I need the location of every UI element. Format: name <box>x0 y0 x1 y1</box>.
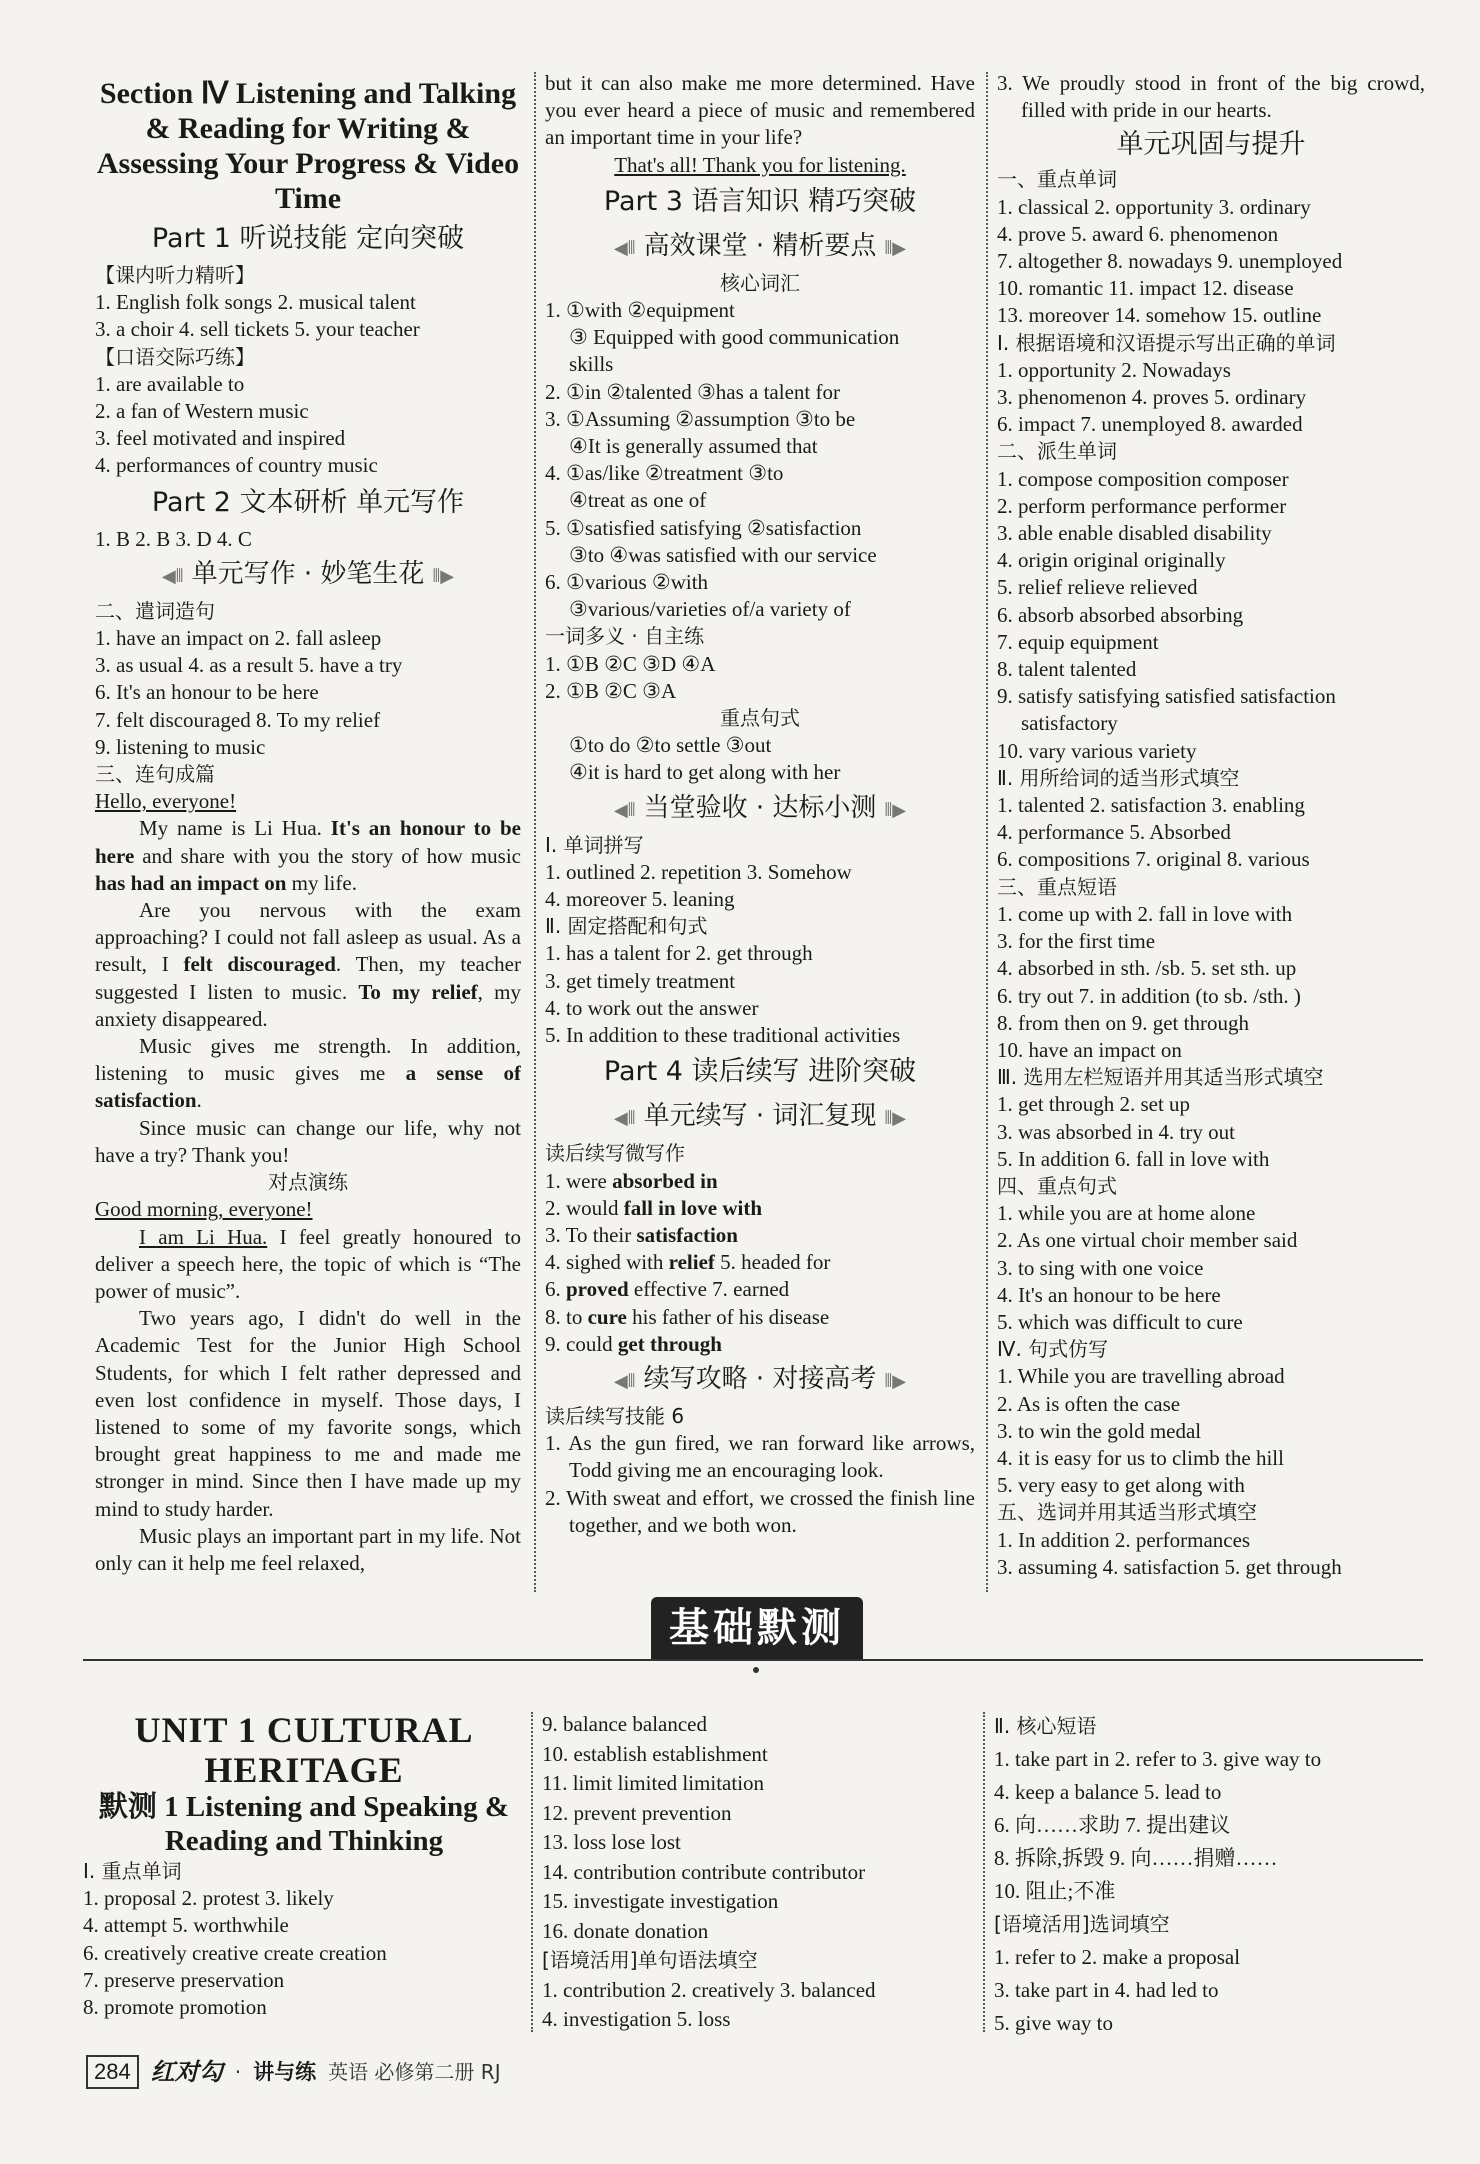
footer-separator: · <box>234 2060 242 2084</box>
answer-line: 1. While you are travelling abroad <box>997 1364 1285 1389</box>
answer-line: 10. vary various variety <box>997 738 1197 763</box>
answer-line: 8. 拆除,拆毁 9. 向……捐赠…… <box>994 1846 1278 1870</box>
divider-dot <box>753 1667 759 1673</box>
answer-line: 6. impact 7. unemployed 8. awarded <box>997 412 1303 437</box>
answer-line: 3. get timely treatment <box>545 968 736 993</box>
section-title: Section Ⅳ Listening and Talking & Reading for Writing & Assessing Your Progress & Video Time <box>96 77 520 215</box>
section-title: 默测 1 Listening and Speaking & Reading and Thinking <box>98 1791 510 1857</box>
column-5 <box>542 1710 972 2035</box>
answer-line: 14. contribution contribute contributor <box>542 1859 866 1884</box>
part-heading: Part 3 语言知识 精巧突破 <box>603 185 917 217</box>
answer-line: 2. As is often the case <box>997 1391 1181 1416</box>
subheading: 一词多义 · 自主练 <box>545 624 705 649</box>
answer-line: 16. donate donation <box>542 1918 709 1943</box>
answer-line: satisfactory <box>1021 711 1118 736</box>
subheading: 二、派生单词 <box>997 439 1117 464</box>
subheading: 对点演练 <box>268 1170 348 1195</box>
unit-title: UNIT 1 CULTURAL HERITAGE <box>134 1710 474 1790</box>
answer-line: 6. 向……求助 7. 提出建议 <box>994 1813 1231 1837</box>
brand-logo: 红对勾 <box>150 2058 223 2086</box>
answer-line: 1. come up with 2. fall in love with <box>997 901 1293 926</box>
answer-line: 11. limit limited limitation <box>542 1771 765 1795</box>
answer-line: 1. opportunity 2. Nowadays <box>997 357 1231 382</box>
answer-line: 4. performance 5. Absorbed <box>997 820 1231 845</box>
answer-line: ①to do ②to settle ③out <box>569 733 772 758</box>
answer-line: 4. moreover 5. leaning <box>545 887 735 912</box>
essay-paragraph: Since music can change our life, why not have a try? Thank you! <box>95 1115 521 1167</box>
answer-line: 1. classical 2. opportunity 3. ordinary <box>997 194 1311 219</box>
subheading: 读后续写技能 6 <box>545 1403 685 1428</box>
column-divider <box>531 1712 533 2032</box>
answer-line: 8. to cure his father of his disease <box>545 1304 830 1329</box>
answer-line: 5. which was difficult to cure <box>997 1309 1243 1334</box>
answer-line: 6. It's an honour to be here <box>95 680 319 705</box>
section-banner: ◀⦀ 单元续写 · 词汇复现 ⦀▶ <box>613 1101 907 1132</box>
answer-line: 9. satisfy satisfying satisfied satisfaction <box>997 684 1336 709</box>
answer-line: 1. were absorbed in <box>545 1168 718 1193</box>
answer-line: 6. absorb absorbed absorbing <box>997 602 1244 627</box>
answer-line: 5. very easy to get along with <box>997 1473 1245 1498</box>
essay-paragraph: Are you nervous with the exam approaching? I could not fall asleep as usual. As a result, I felt discouraged. Then, my teacher suggested I listen to music. To my relief, my anxiety disappeared. <box>95 898 521 1031</box>
essay-paragraph: Two years ago, I didn't do well in the Academic Test for the Junior High School Students, for which I felt rather depressed and even lost confidence in myself. Those days, I listened to some of my favorite songs, which brought great happiness to me and made me stronger in mind. Since then I have made up my mind to study harder. <box>95 1306 521 1521</box>
page-footer <box>86 2055 501 2089</box>
answer-line: 5. In addition to these traditional activities <box>545 1023 901 1048</box>
answer-line: 1. B 2. B 3. D 4. C <box>95 526 252 551</box>
answer-line: 1. are available to <box>95 371 245 396</box>
answer-line: ④it is hard to get along with her <box>569 760 841 785</box>
answer-line: 3. ①Assuming ②assumption ③to be <box>545 406 856 431</box>
answer-line: 10. romantic 11. impact 12. disease <box>997 276 1294 301</box>
subheading: Ⅰ. 单词拼写 <box>545 832 644 857</box>
answer-line: 2. perform performance performer <box>997 493 1287 518</box>
answer-line: 5. In addition 6. fall in love with <box>997 1146 1270 1171</box>
subheading: 二、遣词造句 <box>95 598 215 623</box>
answer-line: ③to ④was satisfied with our service <box>569 542 877 567</box>
column-divider <box>983 1712 985 2032</box>
answer-line: 6. compositions 7. original 8. various <box>997 847 1310 872</box>
answer-line: 5. give way to <box>994 2011 1113 2035</box>
answer-line: 6. proved effective 7. earned <box>545 1277 790 1302</box>
answer-line: 1. outlined 2. repetition 3. Somehow <box>545 859 852 884</box>
answer-line: 1. In addition 2. performances <box>997 1527 1251 1552</box>
answer-line: 13. moreover 14. somehow 15. outline <box>997 303 1322 328</box>
subheading: Ⅱ. 核心短语 <box>994 1714 1097 1738</box>
answer-line: 12. prevent prevention <box>542 1800 732 1825</box>
answer-line: 1. get through 2. set up <box>997 1092 1191 1117</box>
answer-line: 4. sighed with relief 5. headed for <box>545 1250 831 1275</box>
subheading: 五、选词并用其适当形式填空 <box>997 1500 1257 1525</box>
section-banner: ◀⦀ 续写攻略 · 对接高考 ⦀▶ <box>613 1363 907 1394</box>
section-banner: ◀⦀ 单元写作 · 妙笔生花 ⦀▶ <box>161 558 455 589</box>
answer-line: 4. it is easy for us to climb the hill <box>997 1445 1284 1470</box>
part-heading: Part 2 文本研析 单元写作 <box>151 486 465 518</box>
divider <box>83 1659 1423 1661</box>
answer-line: 3. a choir 4. sell tickets 5. your teacher <box>95 317 420 342</box>
part-heading: Part 1 听说技能 定向突破 <box>151 223 465 254</box>
brand-subtitle: 讲与练 <box>253 2060 317 2084</box>
subheading: 【口语交际巧练】 <box>95 344 255 369</box>
answer-line: 10. 阻止;不准 <box>994 1879 1116 1903</box>
essay-greeting: Hello, everyone! <box>95 789 237 814</box>
answer-line: 4. prove 5. award 6. phenomenon <box>997 221 1279 246</box>
answer-line: 5. relief relieve relieved <box>997 575 1198 600</box>
answer-sentence: 1. As the gun fired, we ran forward like arrows, Todd giving me an encouraging look. <box>545 1431 975 1483</box>
answer-line: 3. to sing with one voice <box>997 1255 1204 1280</box>
subheading: Ⅳ. 句式仿写 <box>997 1337 1109 1362</box>
answer-line: skills <box>569 352 614 377</box>
answer-line: 3. assuming 4. satisfaction 5. get through <box>997 1554 1342 1579</box>
answer-line: 1. have an impact on 2. fall asleep <box>95 626 382 651</box>
answer-line: 3. as usual 4. as a result 5. have a try <box>95 653 403 678</box>
section-title: 单元巩固与提升 <box>1116 129 1306 161</box>
answer-line: 3. able enable disabled disability <box>997 521 1272 546</box>
essay-paragraph: but it can also make me more determined. Have you ever heard a piece of music and remembered an important time in your life? <box>545 71 975 150</box>
subheading: 读后续写微写作 <box>545 1141 685 1166</box>
book-info: 英语 必修第二册 RJ <box>328 2060 501 2084</box>
part-heading: Part 4 读后续写 进阶突破 <box>603 1056 917 1088</box>
answer-line: 3. phenomenon 4. proves 5. ordinary <box>997 385 1307 410</box>
column-2 <box>545 70 975 1539</box>
answer-line: 1. ①B ②C ③D ④A <box>545 651 716 676</box>
answer-line: 4. keep a balance 5. lead to <box>994 1780 1222 1804</box>
answer-line: 3. take part in 4. had led to <box>994 1978 1219 2002</box>
answer-line: 8. from then on 9. get through <box>997 1010 1249 1035</box>
answer-line: 10. have an impact on <box>997 1037 1182 1062</box>
answer-line: 3. for the first time <box>997 929 1156 954</box>
answer-line: 4. investigation 5. loss <box>542 2007 731 2031</box>
subheading: Ⅲ. 选用左栏短语并用其适当形式填空 <box>997 1065 1324 1090</box>
answer-line: 4. ①as/like ②treatment ③to <box>545 461 784 486</box>
answer-line: 7. equip equipment <box>997 629 1159 654</box>
answer-line: 1. while you are at home alone <box>997 1201 1256 1226</box>
section-badge: 基础默测 <box>651 1597 863 1659</box>
subheading: 重点句式 <box>720 706 800 731</box>
answer-line: 2. ①in ②talented ③has a talent for <box>545 379 840 404</box>
column-6 <box>994 1710 1424 2040</box>
answer-line: 6. try out 7. in addition (to sb. /sth. ) <box>997 983 1301 1008</box>
answer-line: 2. ①B ②C ③A <box>545 678 677 703</box>
answer-line: 3. to win the gold medal <box>997 1418 1202 1443</box>
section-banner: ◀⦀ 高效课堂 · 精析要点 ⦀▶ <box>613 230 907 261</box>
answer-line: 1. has a talent for 2. get through <box>545 941 813 966</box>
answer-line: ③various/varieties of/a variety of <box>569 597 851 622</box>
subheading: [语境活用]单句语法填空 <box>542 1948 758 1972</box>
column-divider <box>986 72 988 1592</box>
answer-line: 1. English folk songs 2. musical talent <box>95 290 416 315</box>
subheading: Ⅰ. 根据语境和汉语提示写出正确的单词 <box>997 330 1336 355</box>
answer-line: 1. talented 2. satisfaction 3. enabling <box>997 793 1305 818</box>
answer-line: 1. take part in 2. refer to 3. give way to <box>994 1747 1322 1771</box>
subheading: 三、连句成篇 <box>95 762 215 787</box>
answer-line: ④treat as one of <box>569 488 707 513</box>
answer-line: 13. loss lose lost <box>542 1830 681 1854</box>
essay-greeting: Good morning, everyone! <box>95 1197 313 1222</box>
answer-line: 1. ①with ②equipment <box>545 298 735 323</box>
answer-line: 4. to work out the answer <box>545 995 759 1020</box>
subheading: 【课内听力精听】 <box>95 263 255 287</box>
column-4 <box>83 1710 525 2021</box>
answer-line: 7. altogether 8. nowadays 9. unemployed <box>997 249 1343 274</box>
answer-line: 4. attempt 5. worthwhile <box>83 1913 289 1938</box>
column-1 <box>95 76 521 1577</box>
answer-line: 4. It's an honour to be here <box>997 1282 1221 1307</box>
answer-line: 8. talent talented <box>997 657 1137 682</box>
answer-line: 4. absorbed in sth. /sb. 5. set sth. up <box>997 956 1297 981</box>
subheading: 三、重点短语 <box>997 874 1117 899</box>
answer-line: 8. promote promotion <box>83 1995 267 2020</box>
answer-line: 1. compose composition composer <box>997 466 1289 491</box>
answer-line: 4. origin original originally <box>997 548 1226 573</box>
answer-line: ④It is generally assumed that <box>569 434 818 459</box>
subheading: 核心词汇 <box>720 270 800 295</box>
column-3 <box>997 70 1425 1581</box>
answer-line: 3. feel motivated and inspired <box>95 426 346 451</box>
answer-line: 3. To their satisfaction <box>545 1222 738 1247</box>
subheading: [语境活用]选词填空 <box>994 1912 1170 1936</box>
subheading: 一、重点单词 <box>997 167 1117 192</box>
answer-line: 9. balance balanced <box>542 1712 707 1736</box>
essay-closing: That's all! Thank you for listening. <box>614 152 906 177</box>
answer-line: 10. establish establishment <box>542 1741 768 1766</box>
answer-line: 5. ①satisfied satisfying ②satisfaction <box>545 515 862 540</box>
answer-line: 6. ①various ②with <box>545 570 709 595</box>
answer-line: 9. listening to music <box>95 734 266 759</box>
column-divider <box>534 72 536 1592</box>
answer-line: 15. investigate investigation <box>542 1889 779 1913</box>
subheading: Ⅰ. 重点单词 <box>83 1859 182 1883</box>
answer-line: 2. would fall in love with <box>545 1195 763 1220</box>
answer-line: 7. felt discouraged 8. To my relief <box>95 707 381 732</box>
answer-line: 3. was absorbed in 4. try out <box>997 1119 1235 1144</box>
essay-paragraph: I am Li Hua. I feel greatly honoured to deliver a speech here, the topic of which is “The power of music”. <box>95 1224 521 1303</box>
answer-line: ③ Equipped with good communication <box>569 325 900 350</box>
subheading: Ⅱ. 固定搭配和句式 <box>545 914 708 939</box>
answer-sentence: 3. We proudly stood in front of the big crowd, filled with pride in our hearts. <box>997 71 1425 123</box>
answer-line: 1. refer to 2. make a proposal <box>994 1945 1241 1969</box>
essay-paragraph: Music gives me strength. In addition, listening to music gives me a sense of satisfaction. <box>95 1034 521 1113</box>
essay-paragraph: My name is Li Hua. It's an honour to be here and share with you the story of how music has had an impact on my life. <box>95 816 521 895</box>
answer-line: 2. As one virtual choir member said <box>997 1228 1298 1253</box>
answer-line: 6. creatively creative create creation <box>83 1940 387 1965</box>
answer-line: 7. preserve preservation <box>83 1967 285 1992</box>
essay-paragraph: Music plays an important part in my life. Not only can it help me feel relaxed, <box>95 1523 521 1575</box>
answer-sentence: 2. With sweat and effort, we crossed the finish line together, and we both won. <box>545 1485 975 1537</box>
page-number: 284 <box>86 2055 139 2089</box>
section-banner: ◀⦀ 当堂验收 · 达标小测 ⦀▶ <box>613 792 907 823</box>
subheading: 四、重点句式 <box>997 1173 1117 1198</box>
answer-line: 1. contribution 2. creatively 3. balanced <box>542 1977 876 2002</box>
answer-line: 4. performances of country music <box>95 453 378 478</box>
answer-line: 2. a fan of Western music <box>95 399 309 424</box>
subheading: Ⅱ. 用所给词的适当形式填空 <box>997 765 1240 790</box>
answer-line: 1. proposal 2. protest 3. likely <box>83 1886 334 1911</box>
answer-line: 9. could get through <box>545 1331 722 1356</box>
